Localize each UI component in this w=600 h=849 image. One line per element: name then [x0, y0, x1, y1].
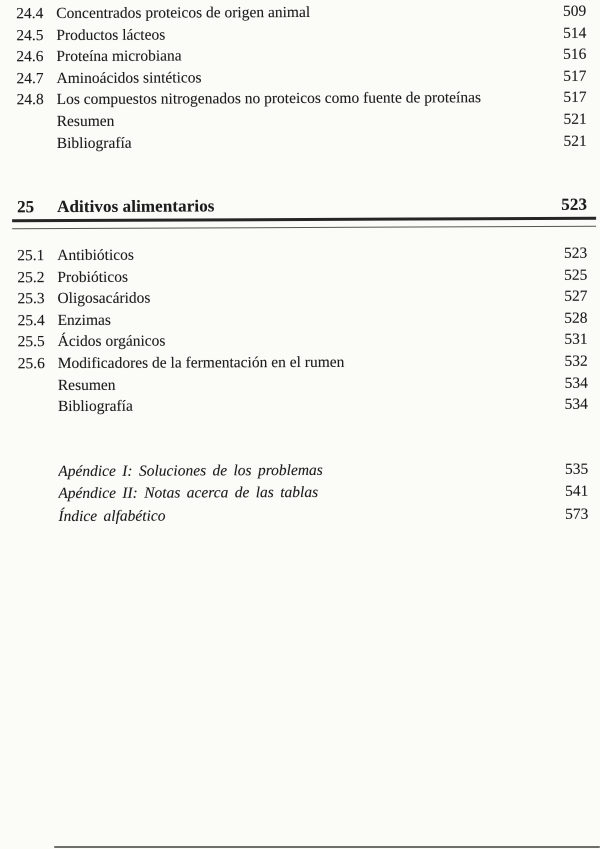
toc-row	[17, 130, 587, 154]
entry-page-number: 534	[564, 395, 588, 414]
toc-row	[18, 459, 588, 484]
entry-number: 25.3	[17, 290, 45, 308]
entry-title: Oligosacáridos	[57, 289, 151, 308]
entry-page-number: 517	[563, 67, 587, 85]
entry-page-number: 521	[563, 132, 587, 150]
toc-row	[17, 308, 587, 332]
entry-page-number: 573	[565, 505, 589, 523]
toc-row	[16, 44, 586, 68]
entry-title: Productos lácteos	[56, 26, 166, 44]
entry-title: Proteína microbiana	[56, 47, 182, 66]
toc-row	[16, 1, 586, 25]
entry-page-number: 517	[563, 89, 587, 107]
entry-number: 25.2	[17, 268, 45, 286]
section-25-entries	[17, 243, 588, 418]
entry-page-number: 531	[564, 331, 588, 349]
entry-page-number: 532	[564, 352, 588, 370]
entry-page-number: 525	[564, 266, 588, 284]
toc-row	[17, 264, 587, 288]
entry-number: 24.4	[16, 5, 44, 23]
chapter-number: 25	[17, 197, 35, 217]
toc-row	[18, 372, 588, 396]
entry-title: Apéndice I: Soluciones de los problemas	[58, 461, 323, 481]
entry-page-number: 523	[563, 244, 588, 262]
entry-title: Enzimas	[57, 311, 111, 329]
entry-page-number: 516	[563, 45, 587, 64]
section-24-entries	[16, 1, 587, 155]
entry-title: Índice alfabético	[58, 507, 166, 525]
entry-page-number: 541	[565, 483, 589, 501]
entry-title: Resumen	[57, 376, 116, 394]
chapter-rule-thick	[12, 217, 596, 222]
entry-number: 24.6	[16, 48, 44, 66]
toc-row	[16, 66, 586, 90]
toc-row	[17, 109, 587, 133]
toc-row	[18, 351, 588, 375]
entry-title: Ácidos orgánicos	[57, 332, 166, 351]
entry-number: 25.4	[17, 311, 45, 330]
toc-row	[17, 243, 587, 267]
toc-row	[18, 394, 588, 418]
entry-number: 24.5	[16, 26, 44, 44]
entry-page-number: 528	[564, 309, 588, 327]
toc-row	[17, 286, 587, 310]
toc-row	[18, 329, 588, 353]
entry-title: Modificadores de la fermentación en el rumen	[57, 353, 345, 373]
entry-title: Apéndice II: Notas acerca de las tablas	[58, 484, 319, 503]
chapter-title: Aditivos alimentarios	[57, 196, 215, 217]
entry-page-number: 509	[562, 2, 587, 20]
toc-row	[16, 22, 586, 46]
toc-row	[18, 481, 588, 506]
entry-title: Resumen	[56, 112, 115, 131]
entry-title: Los compuestos nitrogenados no proteicos como fuente de proteínas	[56, 89, 482, 109]
entry-title: Antibióticos	[57, 246, 134, 265]
chapter-25-header	[17, 195, 587, 217]
entry-page-number: 534	[564, 374, 588, 392]
entry-title: Bibliografía	[56, 134, 132, 152]
entry-number: 25.6	[17, 355, 45, 373]
entry-title: Concentrados proteicos de origen animal	[56, 3, 311, 23]
entry-number: 25.1	[17, 247, 45, 265]
entry-number: 24.7	[16, 69, 44, 88]
entry-page-number: 514	[563, 24, 587, 42]
entry-number: 25.5	[17, 333, 45, 351]
entry-page-number: 521	[563, 110, 587, 128]
entry-title: Bibliografía	[57, 397, 133, 416]
chapter-rule-thin	[12, 226, 596, 230]
toc-row	[17, 87, 587, 111]
entry-page-number: 527	[564, 287, 588, 306]
back-matter-entries	[18, 459, 588, 529]
entry-page-number: 535	[564, 460, 589, 478]
entry-title: Probióticos	[57, 268, 129, 286]
entry-number: 24.8	[16, 91, 44, 109]
toc-row	[18, 504, 588, 529]
scan-artifact-bottom-edge	[54, 846, 600, 848]
entry-title: Aminoácidos sintéticos	[56, 69, 202, 87]
chapter-page-number: 523	[561, 194, 588, 214]
